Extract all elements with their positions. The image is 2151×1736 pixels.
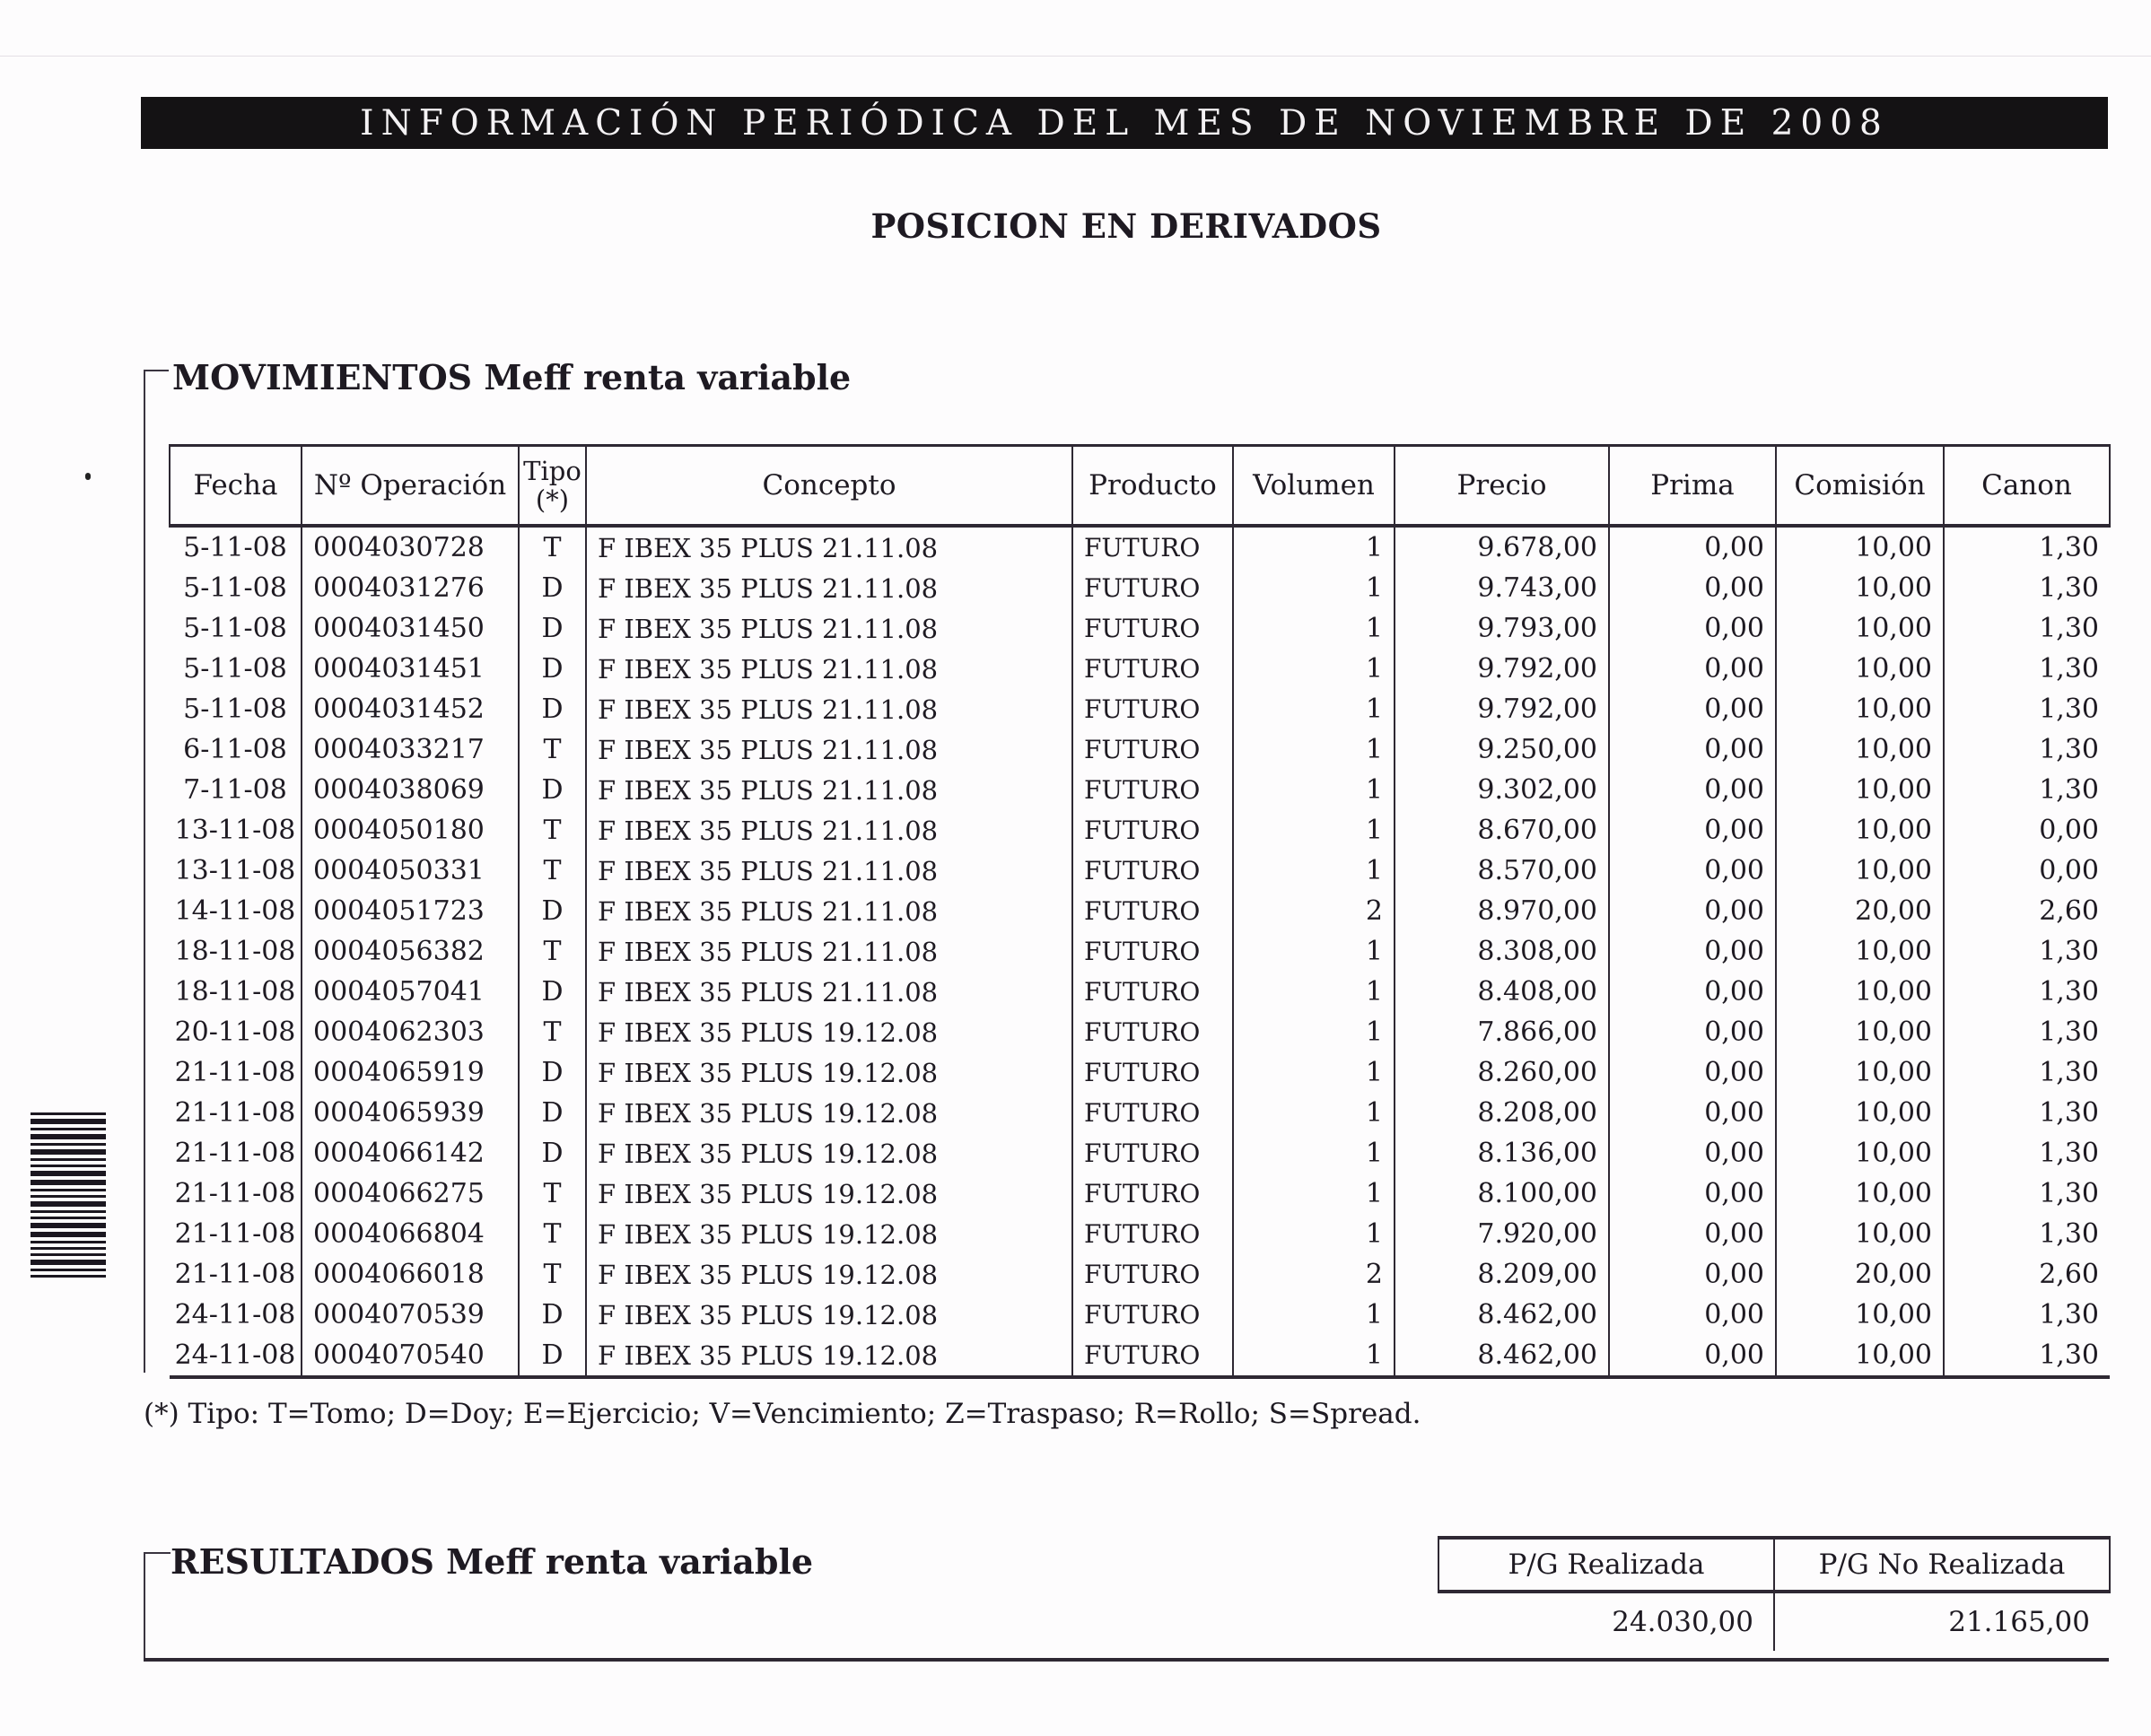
table-header-row [170,446,2110,527]
cell-comision: 10,00 [1776,851,1944,891]
cell-concepto: F IBEX 35 PLUS 21.11.08 [586,972,1072,1012]
cell-volumen: 1 [1233,526,1395,568]
cell-prima: 0,00 [1609,526,1776,568]
cell-concepto: F IBEX 35 PLUS 19.12.08 [586,1012,1072,1052]
cell-comision: 10,00 [1776,526,1944,568]
cell-fecha: 24-11-08 [170,1295,302,1335]
table-row [170,689,2110,729]
cell-prima: 0,00 [1609,1133,1776,1173]
cell-precio: 8.209,00 [1395,1254,1609,1295]
page-subtitle: POSICION EN DERIVADOS [870,206,1382,246]
cell-operacion: 0004070539 [302,1295,519,1335]
section-bracket-top [144,370,169,371]
cell-prima: 0,00 [1609,891,1776,931]
cell-producto: FUTURO [1072,1093,1233,1133]
col-header-prima: Prima [1609,446,1776,527]
cell-canon: 2,60 [1944,1254,2110,1295]
resultados-table [1438,1536,2111,1651]
movimientos-title: MOVIMIENTOS Meff renta variable [172,357,852,397]
cell-comision: 10,00 [1776,1012,1944,1052]
cell-comision: 10,00 [1776,689,1944,729]
cell-producto: FUTURO [1072,972,1233,1012]
cell-concepto: F IBEX 35 PLUS 21.11.08 [586,568,1072,608]
cell-canon: 1,30 [1944,1012,2110,1052]
cell-tipo: D [519,770,586,810]
cell-comision: 10,00 [1776,810,1944,851]
cell-operacion: 0004050331 [302,851,519,891]
barcode-bar [31,1180,106,1185]
barcode-bar [31,1217,106,1219]
col-header-concepto: Concepto [586,446,1072,527]
cell-comision: 10,00 [1776,1173,1944,1214]
cell-prima: 0,00 [1609,1335,1776,1377]
banner-title: INFORMACIÓN PERIÓDICA DEL MES DE NOVIEMBRE DE 2008 [360,102,1889,144]
col-header-precio: Precio [1395,446,1609,527]
cell-comision: 10,00 [1776,608,1944,649]
cell-volumen: 1 [1233,1295,1395,1335]
col-header-pg-no-realizada: P/G No Realizada [1774,1538,2110,1592]
cell-volumen: 1 [1233,810,1395,851]
table-row [170,1173,2110,1214]
barcode-bar [31,1210,106,1213]
cell-canon: 1,30 [1944,1295,2110,1335]
barcode-bar [31,1253,106,1256]
barcode-bar [31,1275,106,1278]
cell-comision: 10,00 [1776,1093,1944,1133]
cell-operacion: 0004066142 [302,1133,519,1173]
table-row [170,972,2110,1012]
cell-operacion: 0004066018 [302,1254,519,1295]
cell-operacion: 0004066275 [302,1173,519,1214]
cell-prima: 0,00 [1609,729,1776,770]
cell-concepto: F IBEX 35 PLUS 21.11.08 [586,608,1072,649]
cell-fecha: 24-11-08 [170,1335,302,1377]
cell-tipo: D [519,891,586,931]
table-row [170,770,2110,810]
cell-comision: 10,00 [1776,1335,1944,1377]
cell-tipo: D [519,608,586,649]
cell-tipo: T [519,851,586,891]
cell-canon: 1,30 [1944,1093,2110,1133]
table-row [170,1052,2110,1093]
cell-prima: 0,00 [1609,1052,1776,1093]
cell-precio: 8.462,00 [1395,1295,1609,1335]
cell-canon: 1,30 [1944,649,2110,689]
cell-operacion: 0004031276 [302,568,519,608]
cell-operacion: 0004066804 [302,1214,519,1254]
table-row [170,568,2110,608]
cell-producto: FUTURO [1072,608,1233,649]
cell-precio: 8.408,00 [1395,972,1609,1012]
cell-concepto: F IBEX 35 PLUS 21.11.08 [586,851,1072,891]
cell-tipo: D [519,1093,586,1133]
cell-canon: 2,60 [1944,891,2110,931]
cell-concepto: F IBEX 35 PLUS 19.12.08 [586,1335,1072,1377]
cell-prima: 0,00 [1609,770,1776,810]
cell-operacion: 0004065919 [302,1052,519,1093]
cell-canon: 1,30 [1944,689,2110,729]
cell-volumen: 1 [1233,931,1395,972]
scan-speck [85,473,91,480]
cell-concepto: F IBEX 35 PLUS 19.12.08 [586,1173,1072,1214]
barcode-bar [31,1149,106,1155]
table-row [170,851,2110,891]
cell-concepto: F IBEX 35 PLUS 21.11.08 [586,649,1072,689]
cell-producto: FUTURO [1072,851,1233,891]
cell-comision: 10,00 [1776,931,1944,972]
cell-canon: 1,30 [1944,770,2110,810]
cell-fecha: 20-11-08 [170,1012,302,1052]
cell-prima: 0,00 [1609,1173,1776,1214]
cell-precio: 9.793,00 [1395,608,1609,649]
cell-volumen: 1 [1233,608,1395,649]
cell-operacion: 0004031451 [302,649,519,689]
cell-comision: 10,00 [1776,770,1944,810]
cell-precio: 8.208,00 [1395,1093,1609,1133]
movimientos-table [169,444,2111,1379]
cell-fecha: 18-11-08 [170,972,302,1012]
cell-producto: FUTURO [1072,931,1233,972]
col-header-fecha: Fecha [170,446,302,527]
table-row [170,1335,2110,1377]
cell-fecha: 5-11-08 [170,649,302,689]
cell-producto: FUTURO [1072,1335,1233,1377]
cell-producto: FUTURO [1072,1052,1233,1093]
cell-comision: 10,00 [1776,1133,1944,1173]
table-row [170,1093,2110,1133]
cell-volumen: 1 [1233,1093,1395,1133]
cell-volumen: 1 [1233,851,1395,891]
cell-fecha: 7-11-08 [170,770,302,810]
section-bracket-left [144,370,145,1373]
cell-concepto: F IBEX 35 PLUS 21.11.08 [586,689,1072,729]
cell-prima: 0,00 [1609,1093,1776,1133]
cell-fecha: 6-11-08 [170,729,302,770]
cell-producto: FUTURO [1072,891,1233,931]
cell-volumen: 1 [1233,1173,1395,1214]
barcode-bar [31,1143,106,1146]
cell-producto: FUTURO [1072,1214,1233,1254]
cell-prima: 0,00 [1609,689,1776,729]
cell-concepto: F IBEX 35 PLUS 19.12.08 [586,1093,1072,1133]
cell-fecha: 14-11-08 [170,891,302,931]
table-row [170,1012,2110,1052]
cell-precio: 9.678,00 [1395,526,1609,568]
cell-tipo: D [519,972,586,1012]
cell-precio: 8.970,00 [1395,891,1609,931]
cell-producto: FUTURO [1072,1254,1233,1295]
cell-fecha: 21-11-08 [170,1093,302,1133]
cell-precio: 8.100,00 [1395,1173,1609,1214]
cell-producto: FUTURO [1072,1012,1233,1052]
cell-fecha: 21-11-08 [170,1254,302,1295]
cell-producto: FUTURO [1072,568,1233,608]
cell-precio: 7.920,00 [1395,1214,1609,1254]
cell-precio: 8.462,00 [1395,1335,1609,1377]
table-row [170,931,2110,972]
cell-fecha: 5-11-08 [170,689,302,729]
cell-precio: 8.136,00 [1395,1133,1609,1173]
page-edge-line [0,56,2151,57]
table-row [170,891,2110,931]
resultados-header-row [1438,1538,2110,1592]
cell-operacion: 0004030728 [302,526,519,568]
cell-prima: 0,00 [1609,1214,1776,1254]
cell-comision: 20,00 [1776,1254,1944,1295]
cell-prima: 0,00 [1609,810,1776,851]
table-row [170,1214,2110,1254]
cell-tipo: T [519,526,586,568]
barcode-bar [31,1260,106,1265]
cell-volumen: 1 [1233,1214,1395,1254]
cell-comision: 10,00 [1776,1214,1944,1254]
barcode-bar [31,1201,106,1207]
cell-precio: 9.250,00 [1395,729,1609,770]
cell-volumen: 1 [1233,729,1395,770]
col-header-producto: Producto [1072,446,1233,527]
barcode-bar [31,1112,106,1115]
table-row [170,649,2110,689]
cell-volumen: 1 [1233,649,1395,689]
cell-producto: FUTURO [1072,649,1233,689]
resultados-bracket-top [144,1552,171,1554]
cell-concepto: F IBEX 35 PLUS 21.11.08 [586,810,1072,851]
cell-fecha: 13-11-08 [170,851,302,891]
cell-canon: 1,30 [1944,568,2110,608]
cell-producto: FUTURO [1072,729,1233,770]
movimientos-body [170,526,2110,1377]
col-header-tipo [519,446,586,527]
barcode-bar [31,1241,106,1243]
cell-operacion: 0004031452 [302,689,519,729]
cell-tipo: D [519,649,586,689]
cell-prima: 0,00 [1609,972,1776,1012]
cell-canon: 1,30 [1944,1133,2110,1173]
cell-volumen: 1 [1233,1335,1395,1377]
cell-concepto: F IBEX 35 PLUS 21.11.08 [586,931,1072,972]
cell-fecha: 21-11-08 [170,1173,302,1214]
cell-prima: 0,00 [1609,608,1776,649]
cell-concepto: F IBEX 35 PLUS 19.12.08 [586,1295,1072,1335]
cell-producto: FUTURO [1072,1173,1233,1214]
cell-concepto: F IBEX 35 PLUS 21.11.08 [586,526,1072,568]
barcode-bar [31,1158,106,1161]
cell-fecha: 18-11-08 [170,931,302,972]
cell-producto: FUTURO [1072,526,1233,568]
cell-prima: 0,00 [1609,568,1776,608]
cell-canon: 1,30 [1944,1173,2110,1214]
cell-operacion: 0004056382 [302,931,519,972]
cell-operacion: 0004050180 [302,810,519,851]
cell-tipo: T [519,931,586,972]
cell-canon: 0,00 [1944,851,2110,891]
barcode-bar [31,1128,106,1130]
cell-producto: FUTURO [1072,689,1233,729]
cell-volumen: 1 [1233,689,1395,729]
report-banner [141,97,2108,149]
col-header-tipo-bottom: (*) [535,484,570,515]
cell-tipo: T [519,810,586,851]
cell-volumen: 1 [1233,972,1395,1012]
resultados-bracket-left [144,1552,145,1660]
pg-realizada-value: 24.030,00 [1438,1592,1774,1651]
cell-tipo: D [519,1295,586,1335]
cell-precio: 8.260,00 [1395,1052,1609,1093]
table-row [170,1133,2110,1173]
cell-precio: 9.792,00 [1395,649,1609,689]
barcode-bar [31,1119,106,1124]
cell-tipo: T [519,1173,586,1214]
cell-comision: 20,00 [1776,891,1944,931]
cell-volumen: 1 [1233,770,1395,810]
cell-canon: 1,30 [1944,931,2110,972]
table-row [170,729,2110,770]
cell-prima: 0,00 [1609,1012,1776,1052]
cell-comision: 10,00 [1776,729,1944,770]
cell-operacion: 0004057041 [302,972,519,1012]
cell-tipo: T [519,1012,586,1052]
cell-concepto: F IBEX 35 PLUS 19.12.08 [586,1052,1072,1093]
col-header-volumen: Volumen [1233,446,1395,527]
cell-concepto: F IBEX 35 PLUS 19.12.08 [586,1133,1072,1173]
cell-concepto: F IBEX 35 PLUS 21.11.08 [586,891,1072,931]
cell-tipo: D [519,1133,586,1173]
cell-canon: 1,30 [1944,608,2110,649]
cell-tipo: D [519,1335,586,1377]
col-header-comision: Comisión [1776,446,1944,527]
cell-operacion: 0004070540 [302,1335,519,1377]
cell-prima: 0,00 [1609,931,1776,972]
cell-comision: 10,00 [1776,649,1944,689]
cell-producto: FUTURO [1072,810,1233,851]
cell-canon: 1,30 [1944,1335,2110,1377]
barcode-bar [31,1269,106,1271]
cell-volumen: 1 [1233,1012,1395,1052]
cell-tipo: D [519,689,586,729]
cell-volumen: 1 [1233,1133,1395,1173]
cell-comision: 10,00 [1776,1052,1944,1093]
barcode-bar [31,1247,106,1250]
cell-tipo: D [519,1052,586,1093]
barcode-icon [31,1112,106,1281]
pg-no-realizada-value: 21.165,00 [1948,1606,2090,1638]
cell-operacion: 0004051723 [302,891,519,931]
barcode-bar [31,1171,106,1176]
table-row [170,526,2110,568]
barcode-bar [31,1223,106,1228]
cell-canon: 1,30 [1944,526,2110,568]
cell-canon: 1,30 [1944,1052,2110,1093]
cell-operacion: 0004031450 [302,608,519,649]
cell-concepto: F IBEX 35 PLUS 19.12.08 [586,1254,1072,1295]
cell-fecha: 21-11-08 [170,1214,302,1254]
cell-concepto: F IBEX 35 PLUS 21.11.08 [586,770,1072,810]
cell-operacion: 0004038069 [302,770,519,810]
cell-precio: 9.792,00 [1395,689,1609,729]
cell-fecha: 5-11-08 [170,608,302,649]
cell-prima: 0,00 [1609,1295,1776,1335]
cell-prima: 0,00 [1609,649,1776,689]
cell-canon: 1,30 [1944,972,2110,1012]
cell-prima: 0,00 [1609,1254,1776,1295]
cell-concepto: F IBEX 35 PLUS 19.12.08 [586,1214,1072,1254]
cell-comision: 10,00 [1776,972,1944,1012]
barcode-bar [31,1165,106,1167]
cell-producto: FUTURO [1072,1133,1233,1173]
cell-producto: FUTURO [1072,1295,1233,1335]
resultados-bottom-rule [144,1658,2109,1662]
cell-precio: 7.866,00 [1395,1012,1609,1052]
cell-volumen: 1 [1233,568,1395,608]
cell-volumen: 2 [1233,891,1395,931]
cell-fecha: 21-11-08 [170,1133,302,1173]
col-header-operacion: Nº Operación [302,446,519,527]
cell-canon: 0,00 [1944,810,2110,851]
barcode-bar [31,1195,106,1198]
tipo-footnote: (*) Tipo: T=Tomo; D=Doy; E=Ejercicio; V=Vencimiento; Z=Traspaso; R=Rollo; S=Spread. [144,1398,1421,1430]
cell-precio: 9.302,00 [1395,770,1609,810]
cell-tipo: T [519,729,586,770]
table-row [170,1254,2110,1295]
table-row [170,608,2110,649]
cell-volumen: 2 [1233,1254,1395,1295]
cell-tipo: T [519,1214,586,1254]
barcode-bar [31,1189,106,1191]
resultados-title: RESULTADOS Meff renta variable [171,1541,814,1582]
cell-prima: 0,00 [1609,851,1776,891]
resultados-values-row [1438,1592,2110,1651]
col-header-tipo-top: Tipo [523,456,581,486]
cell-operacion: 0004062303 [302,1012,519,1052]
cell-producto: FUTURO [1072,770,1233,810]
cell-fecha: 5-11-08 [170,568,302,608]
cell-precio: 8.308,00 [1395,931,1609,972]
cell-precio: 8.570,00 [1395,851,1609,891]
col-header-canon: Canon [1944,446,2110,527]
cell-operacion: 0004065939 [302,1093,519,1133]
table-row [170,810,2110,851]
cell-precio: 8.670,00 [1395,810,1609,851]
cell-canon: 1,30 [1944,1214,2110,1254]
barcode-bar [31,1134,106,1139]
cell-operacion: 0004033217 [302,729,519,770]
cell-comision: 10,00 [1776,568,1944,608]
col-header-pg-realizada: P/G Realizada [1438,1538,1774,1592]
cell-fecha: 21-11-08 [170,1052,302,1093]
cell-tipo: D [519,568,586,608]
barcode-bar [31,1232,106,1237]
cell-precio: 9.743,00 [1395,568,1609,608]
cell-fecha: 13-11-08 [170,810,302,851]
cell-concepto: F IBEX 35 PLUS 21.11.08 [586,729,1072,770]
table-row [170,1295,2110,1335]
cell-comision: 10,00 [1776,1295,1944,1335]
cell-canon: 1,30 [1944,729,2110,770]
cell-volumen: 1 [1233,1052,1395,1093]
cell-fecha: 5-11-08 [170,526,302,568]
cell-tipo: T [519,1254,586,1295]
